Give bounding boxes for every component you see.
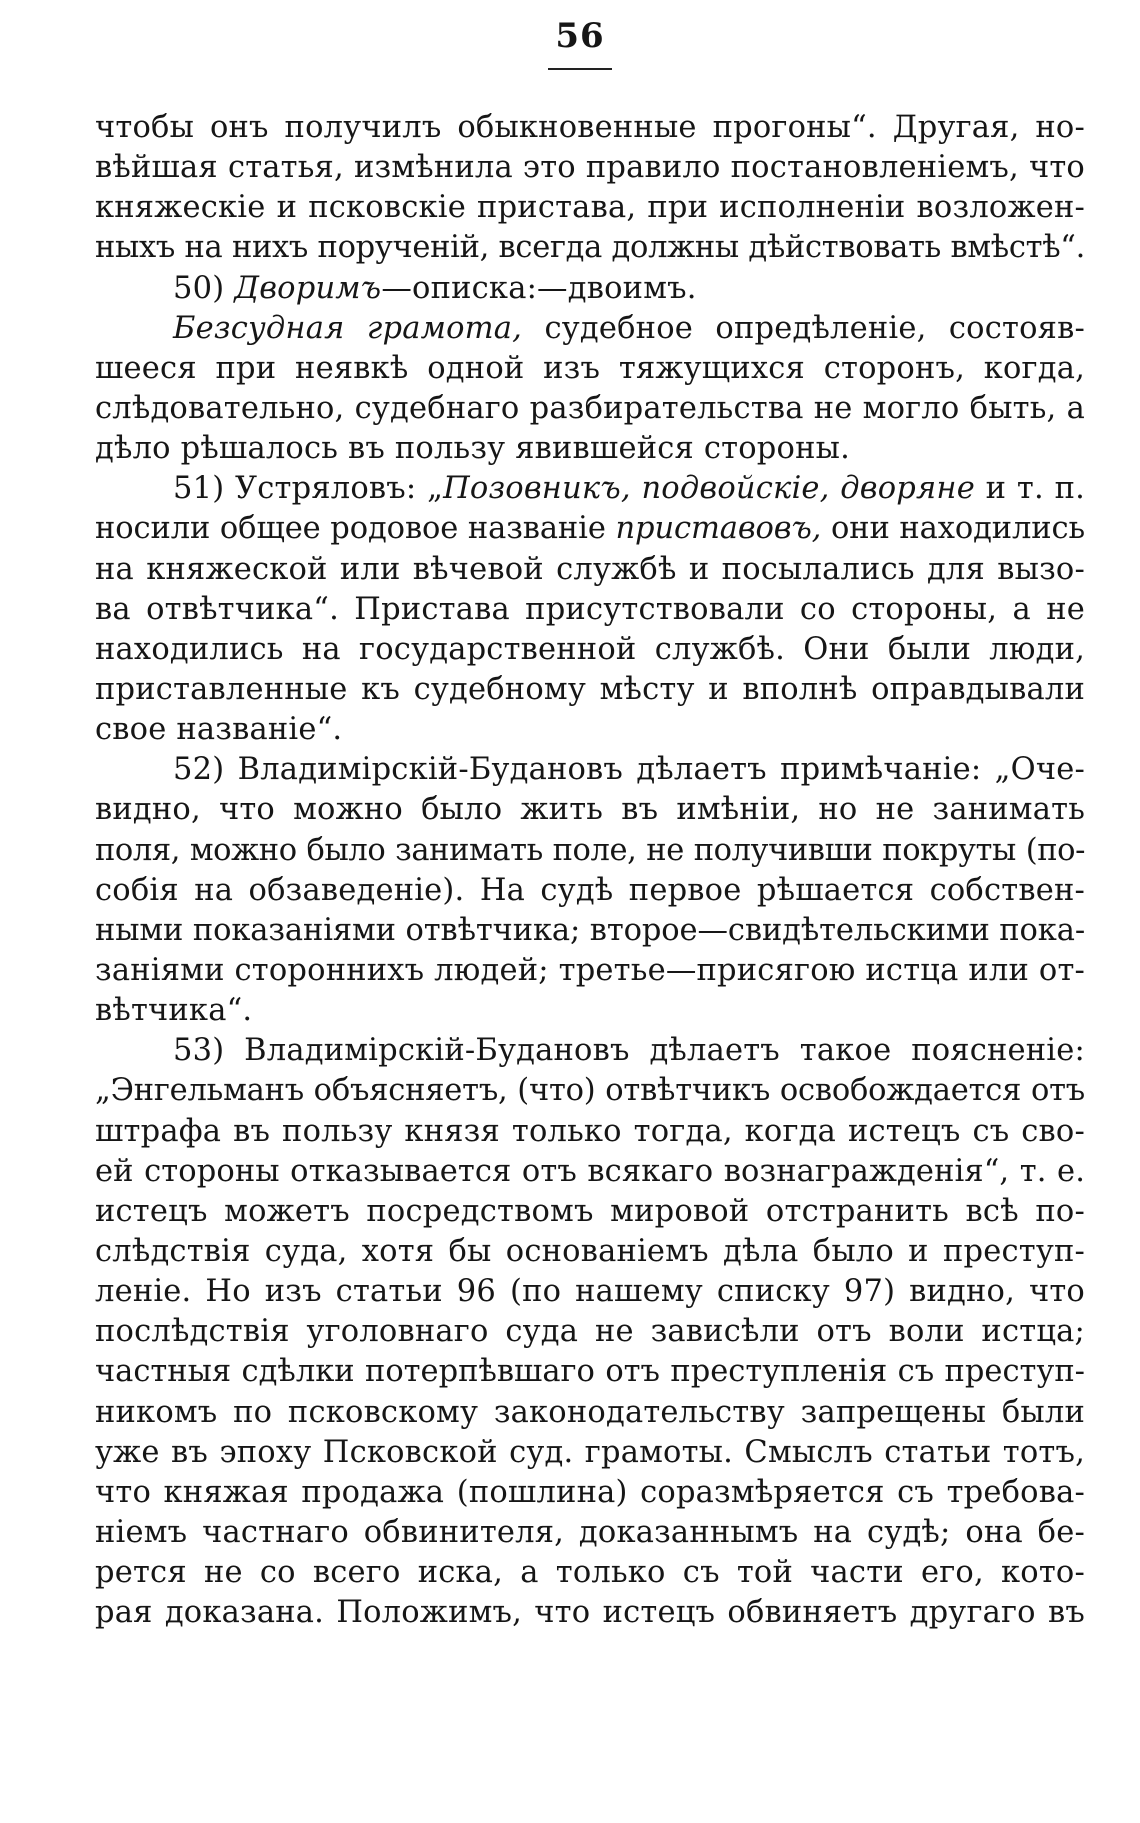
text-line: собія на обзаведеніе). На судѣ первое рѣшается собствен- [95, 872, 1085, 908]
italic-term: Дворимъ [234, 270, 382, 306]
note-text: они находились [821, 511, 1085, 547]
note-text: —описка:—двоимъ. [381, 270, 697, 306]
text-line: находились на государственной службѣ. Они были люди, [95, 631, 1085, 667]
text-line: „Энгельманъ объясняетъ, (что) отвѣтчикъ освобождается отъ [95, 1073, 1085, 1109]
italic-term: Позовникъ, подвойскіе, дворяне [443, 471, 975, 507]
text-line: леніе. Но изъ статьи 96 (по нашему списку 97) видно, что [95, 1274, 1085, 1310]
text-line: никомъ по псковскому законодательству запрещены были [95, 1394, 1085, 1430]
text-line-note-50 [95, 269, 1085, 309]
text-line: рая доказана. Положимъ, что истецъ обвиняетъ другаго въ [95, 1595, 1085, 1631]
note-text: судебное опредѣленіе, состояв- [522, 310, 1085, 346]
text-line: истецъ можетъ посредствомъ мировой отстранить всѣ по- [95, 1193, 1085, 1229]
note-number: 50) [173, 270, 235, 306]
text-line: вѣйшая статья, измѣнила это правило постановленіемъ, что [95, 150, 1085, 186]
text-line: вѣтчика“. [95, 993, 253, 1029]
text-line: слѣдовательно, судебнаго разбирательства не могло быть, а [95, 390, 1085, 426]
text-line: ва отвѣтчика“. Пристава присутствовали со стороны, а не [95, 591, 1085, 627]
text-line: частныя сдѣлки потерпѣвшаго отъ преступленія съ преступ- [95, 1354, 1085, 1390]
italic-term: Безсудная грамота, [173, 310, 523, 346]
text-line: свое названіе“. [95, 712, 343, 748]
text-line-note-52: 52) Владимірскій-Будановъ дѣлаетъ примѣчаніе: „Оче- [173, 752, 1085, 788]
text-line: чтобы онъ получилъ обыкновенные прогоны“. Другая, но- [95, 110, 1085, 145]
text-line: слѣдствія суда, хотя бы основаніемъ дѣла было и преступ- [95, 1233, 1085, 1269]
text-line: ныхъ на нихъ порученій, всегда должны дѣйствовать вмѣстѣ“. [95, 230, 1085, 266]
text-line [95, 509, 1085, 549]
text-line: дѣло рѣшалось въ пользу явившейся стороны. [95, 431, 850, 467]
body-text [95, 108, 1085, 1633]
text-line: штрафа въ пользу князя только тогда, когда истецъ съ сво- [95, 1113, 1085, 1149]
text-line: поля, можно было занимать поле, не получивши покруты (по- [95, 832, 1085, 868]
text-line: уже въ эпоху Псковской суд. грамоты. Смыслъ статьи тотъ, [95, 1434, 1085, 1470]
text-line: приставленные къ судебному мѣсту и вполнѣ оправдывали [95, 671, 1085, 707]
text-line: что княжая продажа (пошлина) соразмѣряется съ требова- [95, 1474, 1085, 1510]
text-line-note-51 [95, 469, 1085, 509]
text-line: заніями стороннихъ людей; третье—присягою истца или от- [95, 952, 1086, 988]
text-line: ніемъ частнаго обвинителя, доказаннымъ на судѣ; она бе- [95, 1514, 1085, 1550]
text-line-note-53: 53) Владимірскій-Будановъ дѣлаетъ такое поясненіе: [173, 1033, 1085, 1069]
text-line: видно, что можно было жить въ имѣніи, но не занимать [95, 792, 1085, 828]
text-line: ными показаніями отвѣтчика; второе—свидѣтельскими пока- [95, 912, 1086, 948]
text-line: рется не со всего иска, а только съ той части его, кото- [95, 1555, 1085, 1591]
text-line-term [95, 309, 1085, 349]
text-line: на княжеской или вѣчевой службѣ и посылались для вызо- [95, 551, 1085, 587]
page-number-rule [548, 68, 612, 70]
text-line: послѣдствія уголовнаго суда не зависѣли отъ воли истца; [95, 1314, 1085, 1350]
text-line: ей стороны отказывается отъ всякаго вознагражденія“, т. е. [95, 1153, 1085, 1189]
note-text: 51) Устряловъ: „ [173, 471, 444, 507]
text-line: шееся при неявкѣ одной изъ тяжущихся сторонъ, когда, [95, 350, 1085, 386]
note-text: носили общее родовое названіе [95, 511, 616, 547]
italic-term: приставовъ, [615, 511, 822, 547]
page-number: 56 [555, 16, 605, 56]
text-line: княжескіе и псковскіе пристава, при исполненіи возложен- [95, 190, 1085, 226]
note-text: и т. п. [974, 471, 1086, 507]
